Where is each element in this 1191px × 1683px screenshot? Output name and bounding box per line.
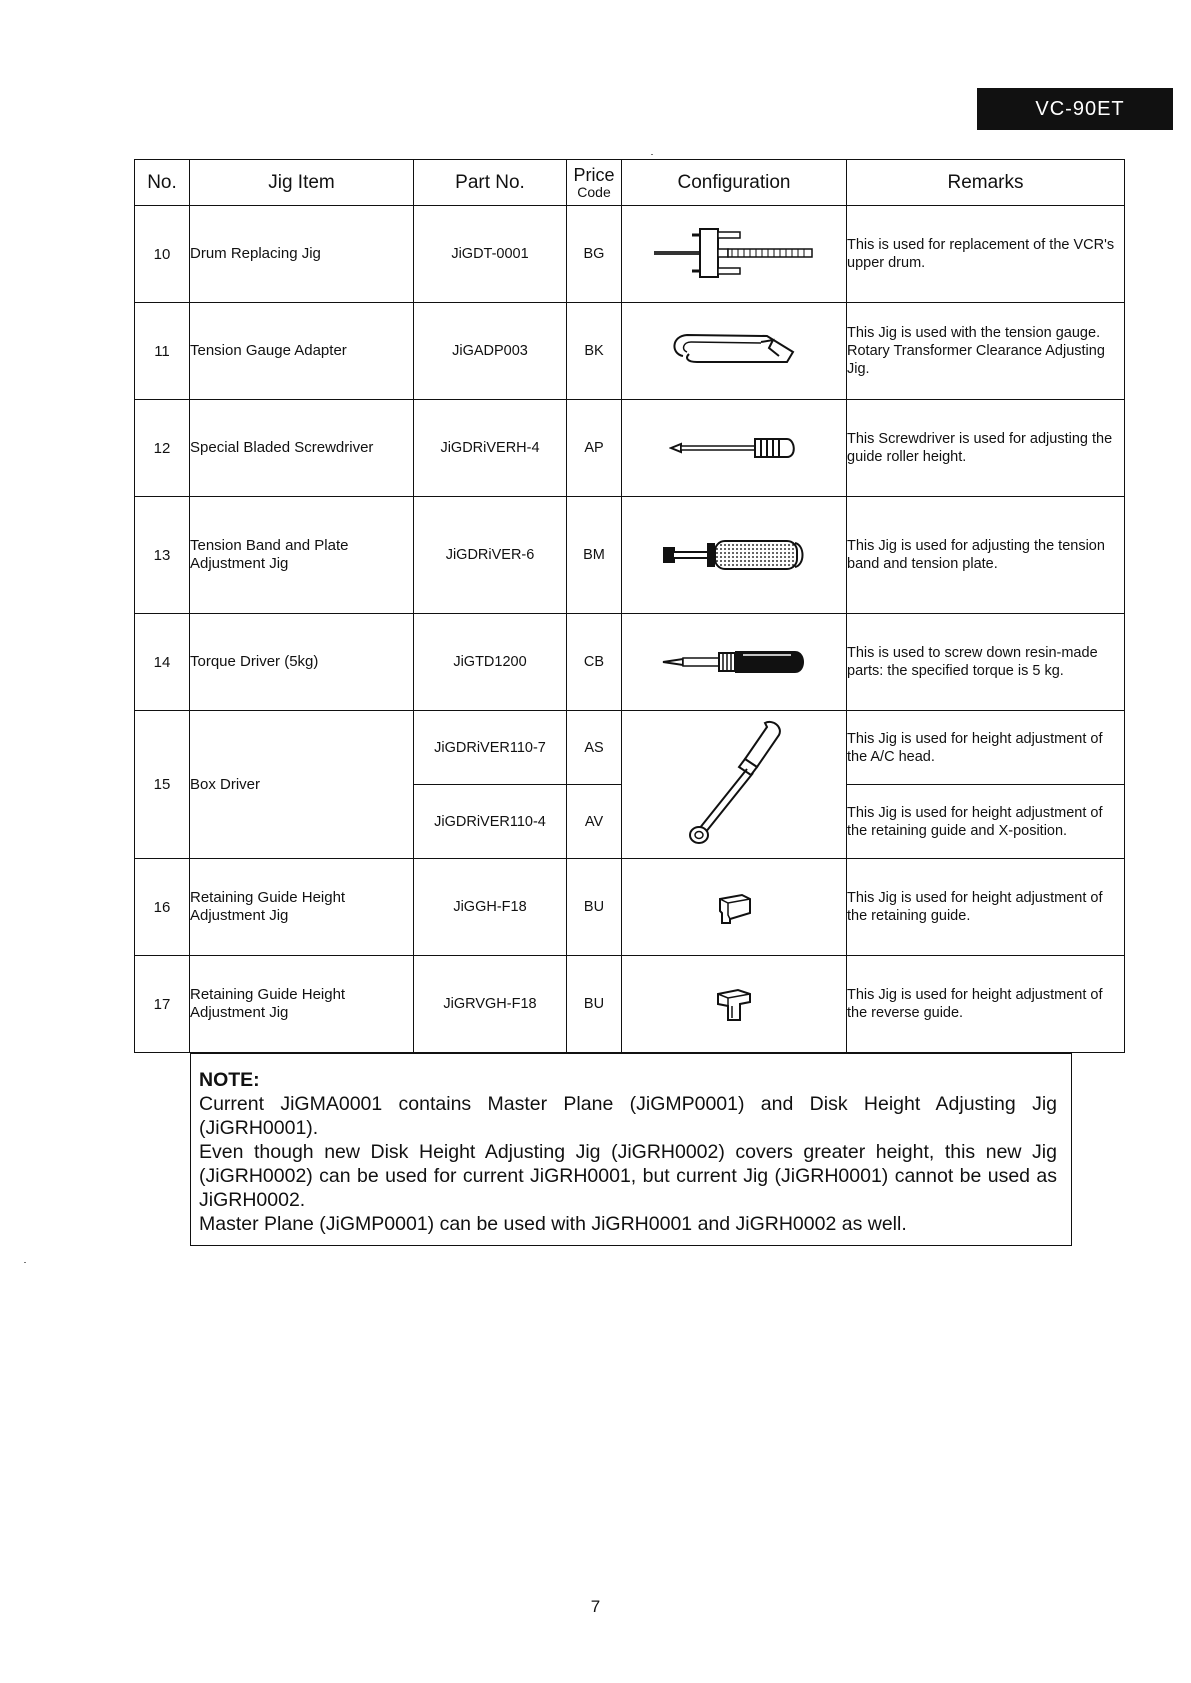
- guide-height-jig-icon: [714, 887, 754, 927]
- table-row: [135, 400, 1125, 497]
- row-part-no: JiGDRiVER-6: [414, 497, 567, 614]
- model-badge: VC-90ET: [977, 88, 1173, 130]
- row-price-code: BM: [567, 497, 622, 614]
- row-part-no: JiGRVGH-F18: [414, 956, 567, 1053]
- table-row: [135, 206, 1125, 303]
- row-no: 11: [135, 303, 190, 400]
- table-row: [135, 614, 1125, 711]
- row-remarks: This Screwdriver is used for adjusting the guide roller height.: [847, 400, 1125, 497]
- row-configuration: [622, 614, 847, 711]
- row-part-no-b: JiGDRiVER110-4: [414, 785, 567, 859]
- table-row: [135, 497, 1125, 614]
- row-configuration: [622, 711, 847, 859]
- note-title: NOTE:: [199, 1069, 260, 1091]
- row-part-no: JiGDT-0001: [414, 206, 567, 303]
- header-configuration: Configuration: [622, 160, 847, 206]
- drum-replacing-jig-icon: [654, 221, 814, 287]
- table-row: [135, 956, 1125, 1053]
- bladed-screwdriver-icon: [669, 433, 799, 463]
- adjustment-driver-icon: [659, 535, 809, 575]
- row-part-no: JiGADP003: [414, 303, 567, 400]
- row-part-no: JiGDRiVERH-4: [414, 400, 567, 497]
- row-configuration: [622, 859, 847, 956]
- row-price-code: BK: [567, 303, 622, 400]
- row-jig-item: Torque Driver (5kg): [190, 614, 414, 711]
- row-remarks: This is used for replacement of the VCR's upper drum.: [847, 206, 1125, 303]
- note-line: JiGRH0002.: [199, 1189, 306, 1211]
- table-row: [135, 859, 1125, 956]
- row-remarks: This Jig is used with the tension gauge. Rotary Transformer Clearance Adjusting Jig.: [847, 303, 1125, 400]
- row-configuration: [622, 400, 847, 497]
- row-no: 10: [135, 206, 190, 303]
- row-remarks: This is used to screw down resin-made parts: the specified torque is 5 kg.: [847, 614, 1125, 711]
- row-price-code: AS: [567, 711, 622, 785]
- note-line: Even though new Disk Height Adjusting Jig (JiGRH0002) covers greater height, this new Jig: [199, 1141, 1057, 1163]
- row-no: 14: [135, 614, 190, 711]
- row-remarks: This Jig is used for adjusting the tension band and tension plate.: [847, 497, 1125, 614]
- row-no: 15: [135, 711, 190, 859]
- note-box: [190, 1053, 1072, 1246]
- row-jig-item: Tension Gauge Adapter: [190, 303, 414, 400]
- row-jig-item: Special Bladed Screwdriver: [190, 400, 414, 497]
- table-header-row: [135, 160, 1125, 206]
- jig-table: [134, 159, 1125, 1053]
- reverse-guide-jig-icon: [714, 984, 754, 1024]
- row-no: 13: [135, 497, 190, 614]
- row-price-code: BU: [567, 859, 622, 956]
- row-no: 12: [135, 400, 190, 497]
- row-remarks-b: This Jig is used for height adjustment of the retaining guide and X-position.: [847, 785, 1125, 859]
- row-configuration: [622, 206, 847, 303]
- row-jig-item: Drum Replacing Jig: [190, 206, 414, 303]
- tension-gauge-adapter-icon: [669, 328, 799, 374]
- row-configuration: [622, 956, 847, 1053]
- row-no: 16: [135, 859, 190, 956]
- header-part-no: Part No.: [414, 160, 567, 206]
- header-remarks: Remarks: [847, 160, 1125, 206]
- row-part-no: JiGTD1200: [414, 614, 567, 711]
- box-driver-icon: [669, 717, 799, 853]
- header-price-code-top: Price: [573, 164, 615, 185]
- page-number: 7: [590, 1597, 601, 1616]
- row-part-no: JiGDRiVER110-7: [414, 711, 567, 785]
- row-remarks: This Jig is used for height adjustment of the reverse guide.: [847, 956, 1125, 1053]
- scan-speck: [651, 154, 653, 155]
- torque-driver-icon: [659, 645, 809, 679]
- header-price-code-bottom: Code: [577, 183, 611, 200]
- row-configuration: [622, 497, 847, 614]
- row-part-no: JiGGH-F18: [414, 859, 567, 956]
- row-price-code-b: AV: [567, 785, 622, 859]
- row-price-code: AP: [567, 400, 622, 497]
- row-price-code: BU: [567, 956, 622, 1053]
- table-row: [135, 303, 1125, 400]
- row-price-code: CB: [567, 614, 622, 711]
- row-jig-item: Tension Band and Plate Adjustment Jig: [190, 497, 414, 614]
- row-jig-item: Retaining Guide Height Adjustment Jig: [190, 859, 414, 956]
- note-line: (JiGRH0001).: [199, 1117, 319, 1139]
- row-jig-item: Box Driver: [190, 711, 414, 859]
- note-line: (JiGRH0002) can be used for current JiGRH0001, but current Jig (JiGRH0001) cannot be used as: [199, 1165, 1057, 1187]
- note-line: Current JiGMA0001 contains Master Plane (JiGMP0001) and Disk Height Adjusting Jig: [199, 1093, 1057, 1115]
- header-no: No.: [135, 160, 190, 206]
- header-jig-item: Jig Item: [190, 160, 414, 206]
- row-remarks: This Jig is used for height adjustment of the A/C head.: [847, 711, 1125, 785]
- table-row: [135, 711, 1125, 785]
- row-no: 17: [135, 956, 190, 1053]
- scan-speck: [24, 1262, 26, 1263]
- row-configuration: [622, 303, 847, 400]
- row-price-code: BG: [567, 206, 622, 303]
- note-line: Master Plane (JiGMP0001) can be used with JiGRH0001 and JiGRH0002 as well.: [199, 1213, 907, 1235]
- header-price-code: [567, 160, 622, 206]
- row-remarks: This Jig is used for height adjustment of the retaining guide.: [847, 859, 1125, 956]
- row-jig-item: Retaining Guide Height Adjustment Jig: [190, 956, 414, 1053]
